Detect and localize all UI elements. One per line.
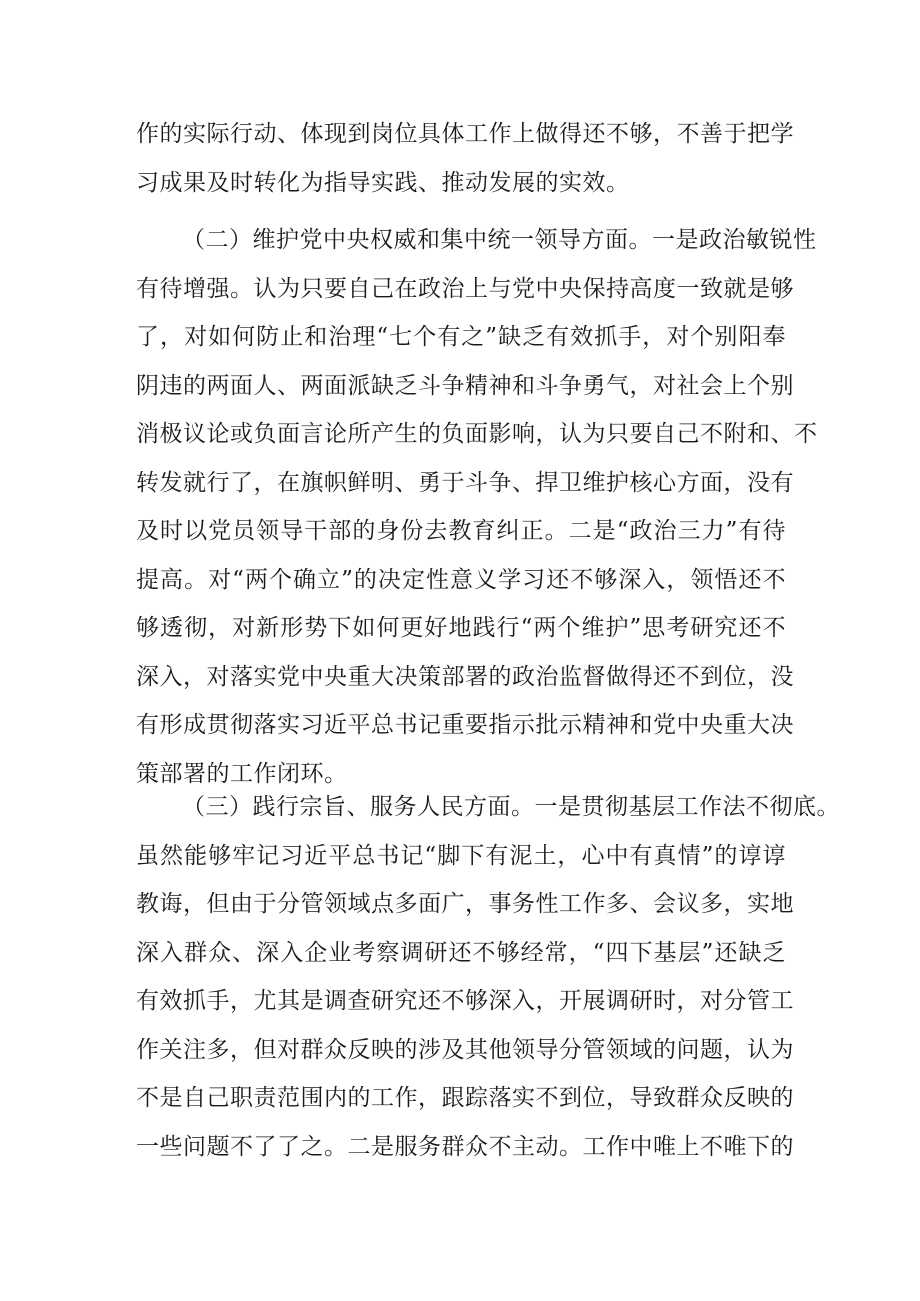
text-line: 有待增强。认为只要自己在政治上与党中央保持高度一致就是够 — [136, 275, 794, 302]
text-line: 及时以党员领导干部的身份去教育纠正。二是“政治三力”有待 — [136, 518, 786, 544]
paragraph-3 — [136, 783, 840, 1171]
text-line: 不是自己职责范围内的工作，跟踪落实不到位，导致群众反映的 — [136, 1085, 794, 1111]
text-line: 作的实际行动、体现到岗位具体工作上做得还不够，不善于把学 — [136, 121, 794, 147]
text-line: 了，对如何防止和治理“七个有之”缺乏有效抓手，对个别阳奉 — [136, 324, 786, 350]
text-line: 消极议论或负面言论所产生的负面影响，认为只要自己不附和、不 — [136, 421, 818, 447]
text-line: 有效抓手，尤其是调查研究还不够深入，开展调研时，对分管工 — [136, 988, 794, 1014]
text-line: 够透彻，对新形势下如何更好地践行“两个维护”思考研究还不 — [136, 615, 786, 641]
text-line: 阴违的两面人、两面派缺乏斗争精神和斗争勇气，对社会上个别 — [136, 372, 794, 399]
text-line: 教诲，但由于分管领域点多面广，事务性工作多、会议多，实地 — [136, 891, 794, 917]
section-heading-line: （三）践行宗旨、服务人民方面。一是贯彻基层工作法不彻底。 — [182, 794, 840, 820]
text-line: 策部署的工作闭环。 — [136, 760, 348, 787]
text-line: 虽然能够牢记习近平总书记“脚下有泥土，心中有真情”的谆谆 — [136, 842, 786, 869]
text-line: 作关注多，但对群众反映的涉及其他领导分管领域的问题，认为 — [136, 1036, 794, 1063]
text-line: 转发就行了，在旗帜鲜明、勇于斗争、捍卫维护核心方面，没有 — [136, 469, 794, 496]
text-line: 提高。对“两个确立”的决定性意义学习还不够深入，领悟还不 — [136, 566, 786, 593]
text-line: 有形成贯彻落实习近平总书记重要指示批示精神和党中央重大决 — [136, 712, 794, 738]
paragraph-1 — [136, 110, 794, 207]
text-line: 习成果及时转化为指导实践、推动发展的实效。 — [136, 169, 630, 196]
text-line: 一些问题不了了之。二是服务群众不主动。工作中唯上不唯下的 — [136, 1133, 794, 1160]
paragraph-2 — [136, 216, 818, 798]
text-line: 深入群众、深入企业考察调研还不够经常，“四下基层”还缺乏 — [136, 939, 786, 966]
section-heading-line: （二）维护党中央权威和集中统一领导方面。一是政治敏锐性 — [182, 227, 817, 253]
text-line: 深入，对落实党中央重大决策部署的政治监督做得还不到位，没 — [136, 663, 794, 690]
